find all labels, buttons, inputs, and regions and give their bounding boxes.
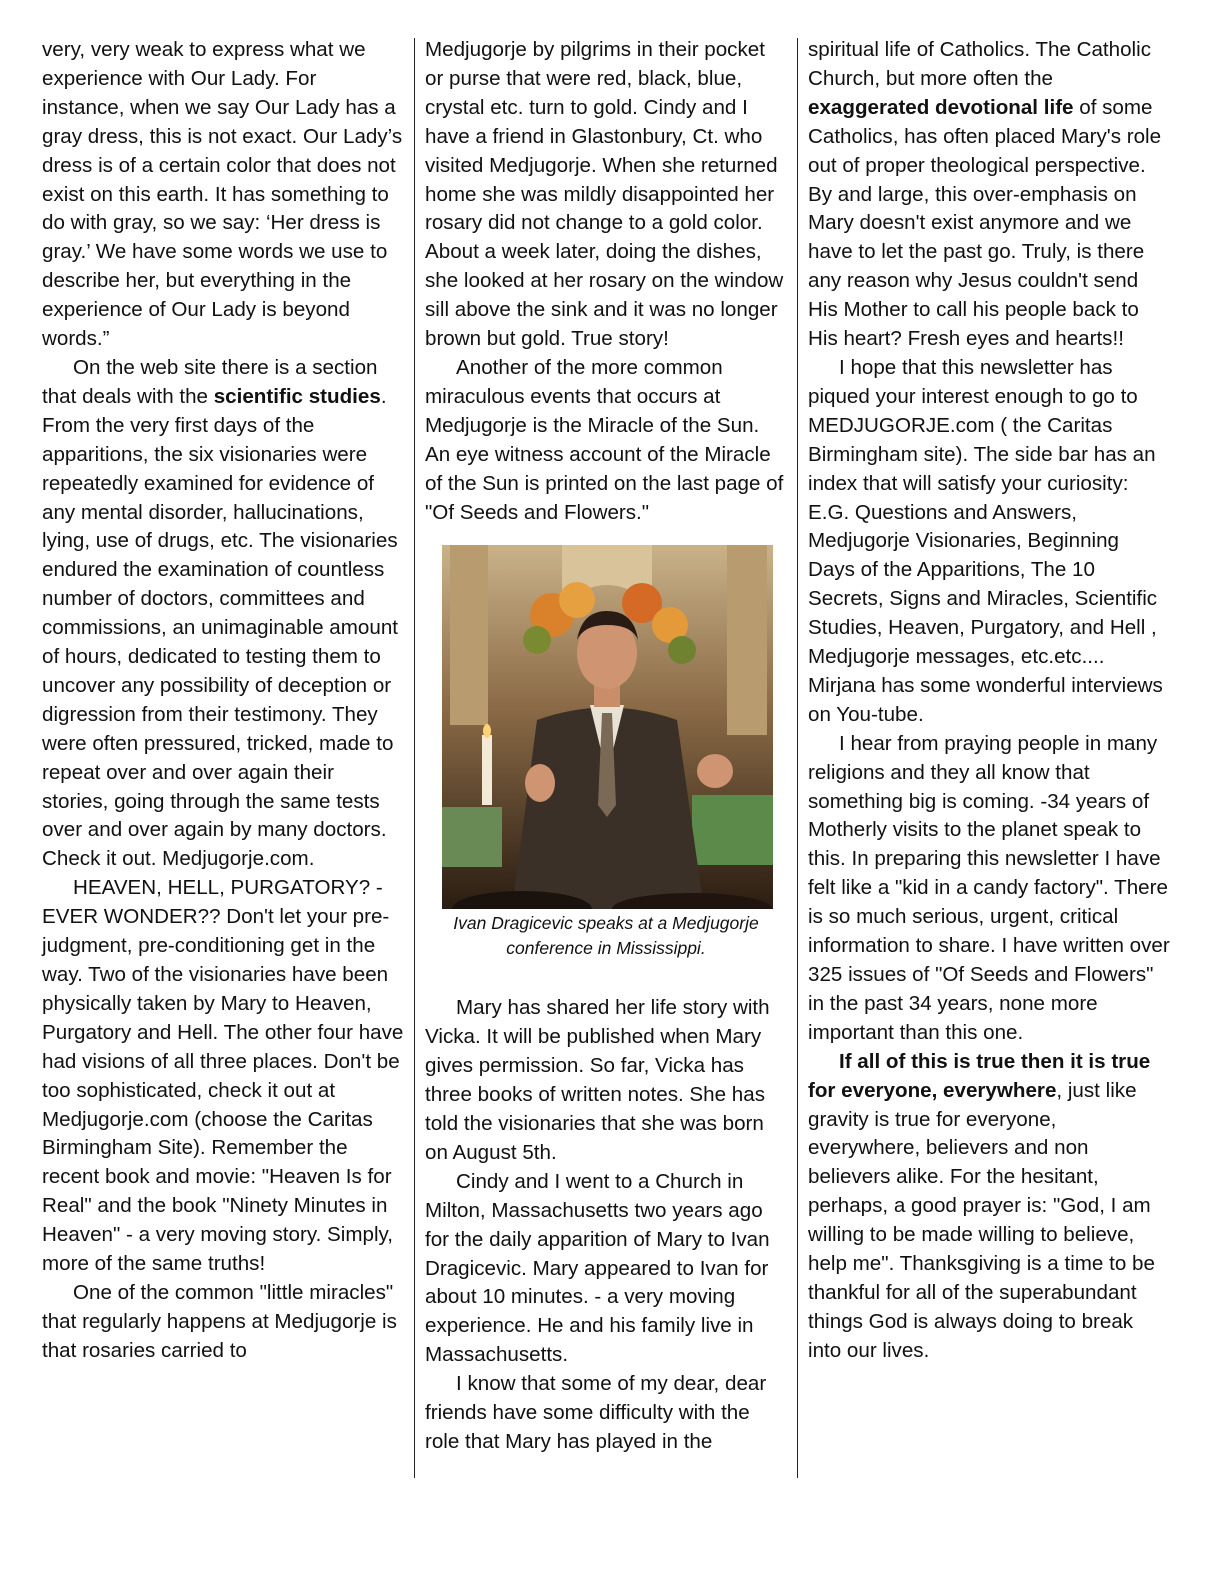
text-run: spiritual life of Catholics. The Catholic Church, but more often the bbox=[808, 38, 1152, 90]
column-middle bbox=[425, 36, 787, 1457]
paragraph: very, very weak to express what we experience with Our Lady. For instance, when we say Our Lady has a gray dress, this is not exact. Our Lady’s dress is of a certain color that does not exist on this earth. It has something to do with gray, so we say: ‘Her dress is gray.’ We have some words we use to describe her, but everything in the experience of Our Lady is beyond words.” bbox=[42, 38, 403, 351]
paragraph bbox=[808, 36, 1170, 354]
column-divider bbox=[414, 38, 415, 1478]
photo-caption: Ivan Dragicevic speaks at a Medjugorje conference in Mississippi. bbox=[453, 913, 759, 959]
column-right bbox=[808, 36, 1170, 1366]
bold-text: scientific studies bbox=[213, 384, 381, 408]
text-run: of some Catholics, has often placed Mary's role out of proper theological perspective. By and large, this over-emphasis on Mary doesn't exist anymore and we have to let the past go. Truly, is there any reason why Jesus couldn't send His Mother to call his people back to His heart? Fresh eyes and hearts!! bbox=[808, 95, 1162, 351]
paragraph: I hear from praying people in many religions and they all know that something big is coming. -34 years of Motherly visits to the planet speak to this. In preparing this newsletter I have felt like a "kid in a candy factory". There is so much serious, urgent, critical information to share. I have written over 325 issues of "Of Seeds and Flowers" in the past 34 years, none more important than this one. bbox=[808, 731, 1170, 1044]
speaker-photo bbox=[442, 545, 773, 909]
paragraph: I know that some of my dear, dear friends have some difficulty with the role that Mary has played in the bbox=[425, 1372, 767, 1453]
paragraph: Cindy and I went to a Church in Milton, Massachusetts two years ago for the daily apparition of Mary to Ivan Dragicevic. Mary appeared to Ivan for about 10 minutes. - a very moving experience. He and his family live in Massachusetts. bbox=[425, 1169, 770, 1367]
column-left bbox=[42, 36, 404, 1366]
paragraph: Mary has shared her life story with Vicka. It will be published when Mary gives permission. So far, Vicka has three books of written notes. She has told the visionaries that she was born on August 5th. bbox=[425, 996, 770, 1164]
text-run: On the web site there is a section that deals with the bbox=[42, 355, 378, 408]
column-divider bbox=[797, 38, 798, 1478]
speaker-photo-illustration bbox=[442, 545, 773, 909]
text-run: , just like gravity is true for everyone, everywhere, believers and non believers alike. For the hesitant, perhaps, a good prayer is: "God, I am willing to be made willing to believe, help me". Thanksgiving is a time to be thankful for all of the superabundant things God is always doing to break into our lives. bbox=[808, 1078, 1155, 1362]
paragraph: One of the common "little miracles" that regularly happens at Medjugorje is that rosaries carried to bbox=[42, 1280, 397, 1362]
paragraph: Another of the more common miraculous events that occurs at Medjugorje is the Miracle of the Sun. An eye witness account of the Miracle of the Sun is printed on the last page of "Of Seeds and Flowers." bbox=[425, 355, 784, 524]
paragraph: I hope that this newsletter has piqued your interest enough to go to MEDJUGORJE.com ( the Caritas Birmingham site). The side bar has an index that will satisfy your curiosity: E.G. Questions and Answers, Medjugorje Visionaries, Beginning Days of the Apparitions, The 10 Secrets, Signs and Miracles, Scientific Studies, Heaven, Purgatory, and Hell , Medjugorje messages, etc.etc.... Mirjana has some wonderful interviews on You-tube. bbox=[808, 355, 1163, 726]
paragraph-scientific-studies bbox=[42, 354, 404, 874]
bold-text: exaggerated devotional life bbox=[808, 95, 1074, 119]
paragraph-closing bbox=[808, 1048, 1170, 1366]
bold-text: If all of this is true then it is true for everyone, everywhere bbox=[808, 1049, 1151, 1102]
paragraph: HEAVEN, HELL, PURGATORY? - EVER WONDER?? Don't let your pre-judgment, pre-conditioning get in the way. Two of the visionaries have been physically taken by Mary to Heaven, Purgatory and Hell. The other four have had visions of all three places. Don't be too sophisticated, check it out at Medjugorje.com (choose the Caritas Birmingham Site). Remember the recent book and movie: "Heaven Is for Real" and the book "Ninety Minutes in Heaven" - a very moving story. Simply, more of the same truths! bbox=[42, 876, 404, 1276]
text-run: . From the very first days of the apparitions, the six visionaries were repeatedly examined for evidence of any mental disorder, hallucinations, lying, use of drugs, etc. The visionaries endured the examination of countless number of doctors, committees and commissions, an unimaginable amount of hours, dedicated to testing them to uncover any possibility of deception or digression from their testimony. They were often pressured, tricked, made to repeat over and over again their stories, going through the same tests over and over again by many doctors. Check it out. Medjugorje.com. bbox=[42, 384, 398, 871]
paragraph: Medjugorje by pilgrims in their pocket or purse that were red, black, blue, crystal etc. turn to gold. Cindy and I have a friend in Glastonbury, Ct. who visited Medjugorje. When she returned home she was mildly disappointed her rosary did not change to a gold color. About a week later, doing the dishes, she looked at her rosary on the window sill above the sink and it was no longer brown but gold. True story! bbox=[425, 38, 784, 351]
